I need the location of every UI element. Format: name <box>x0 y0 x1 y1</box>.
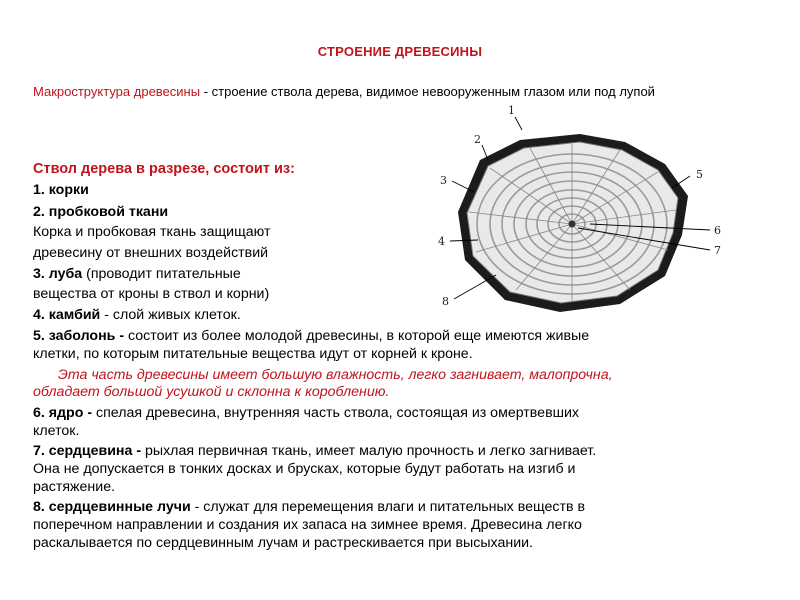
item-6-line-2: клеток. <box>33 423 80 439</box>
item-7-line-3: растяжение. <box>33 479 116 495</box>
item-5-label: 5. заболонь - <box>33 328 125 344</box>
item-6 <box>33 404 579 422</box>
trunk-cross-section-diagram <box>420 100 740 325</box>
item-5 <box>33 327 589 345</box>
item-5-text: состоит из более молодой древесины, в которой еще имеются живые <box>124 328 590 344</box>
item-6-text: спелая древесина, внутренняя часть ствола, состоящая из омертвевших <box>92 405 580 421</box>
item-7-text: рыхлая первичная ткань, имеет малую прочность и легко загнивает. <box>141 443 597 459</box>
item-3 <box>33 265 241 283</box>
item-2 <box>33 203 168 221</box>
item-1 <box>33 181 89 199</box>
label-4: 4 <box>438 235 445 248</box>
intro-line <box>33 84 793 99</box>
item-7-label: 7. сердцевина - <box>33 443 142 459</box>
item-4-label: 4. камбий <box>33 307 101 323</box>
item-8-label: 8. сердцевинные лучи <box>33 499 191 515</box>
item-3-label: 3. луба <box>33 266 83 282</box>
item-7-line-2: Она не допускается в тонких досках и брусках, которые будут работать на изгиб и <box>33 461 576 477</box>
item-8-text: - служат для перемещения влаги и питательных веществ в <box>190 499 586 515</box>
item-5-line-2: клетки, по которым питательные вещества идут от корней к кроне. <box>33 346 473 362</box>
intro-term: Макроструктура древесины <box>33 84 201 99</box>
item-8 <box>33 498 585 516</box>
intro-rest: - строение ствола дерева, видимое невооруженным глазом или под лупой <box>200 84 655 99</box>
item-2-note-line-1: Корка и пробковая ткань защищают <box>33 224 271 240</box>
item-1-label: 1. корки <box>33 182 89 198</box>
label-6: 6 <box>714 224 721 237</box>
item-8-line-3: раскалывается по сердцевинным лучам и растрескивается при высыхании. <box>33 535 533 551</box>
item-6-label: 6. ядро - <box>33 405 93 421</box>
item-2-label: 2. пробковой ткани <box>33 204 169 220</box>
label-1: 1 <box>508 104 515 117</box>
item-5-warning-line-2: обладает большой усушкой и склонна к короблению. <box>33 384 390 400</box>
item-5-warning-line-1: Эта часть древесины имеет большую влажность, легко загнивает, малопрочна, <box>58 367 613 383</box>
label-5: 5 <box>696 168 703 181</box>
label-7: 7 <box>714 244 721 257</box>
label-8: 8 <box>442 295 449 308</box>
item-3-line-2: вещества от кроны в ствол и корни) <box>33 286 270 302</box>
pith-dot <box>569 221 576 228</box>
label-2: 2 <box>474 133 481 146</box>
item-3-text: (проводит питательные <box>82 266 241 282</box>
item-7 <box>33 442 596 460</box>
label-3: 3 <box>440 174 447 187</box>
page-title: СТРОЕНИЕ ДРЕВЕСИНЫ <box>317 44 483 59</box>
item-4-text: - слой живых клеток. <box>100 307 241 323</box>
item-8-line-2: поперечном направлении и создания их запаса на зимнее время. Древесина легко <box>33 517 582 533</box>
item-4 <box>33 306 241 324</box>
item-2-note-line-2: древесину от внешних воздействий <box>33 245 269 261</box>
section-heading: Ствол дерева в разрезе, состоит из: <box>33 161 295 177</box>
